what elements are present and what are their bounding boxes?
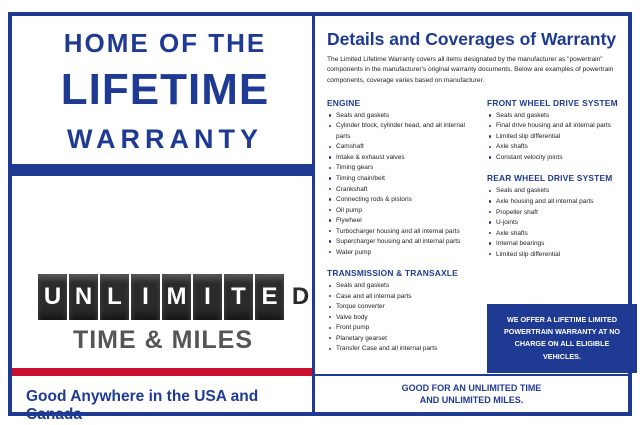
- list-engine: [327, 111, 477, 258]
- list-item: Seals and gaskets: [487, 111, 637, 122]
- headline-home-of-the: HOME OF THE: [63, 28, 267, 58]
- page-title: Details and Coverages of Warranty: [327, 29, 617, 49]
- left-panel: [12, 16, 312, 423]
- list-item: Connecting rods & pistons: [327, 195, 477, 206]
- list-item: Camshaft: [327, 142, 477, 153]
- odometer-cell: D: [286, 274, 315, 320]
- time-and-miles-label: TIME & MILES: [72, 326, 254, 354]
- navy-rule: [12, 164, 312, 176]
- promo-box: WE OFFER A LIFETIME LIMITED POWERTRAIN WARRANTY AT NO CHARGE ON ALL ELIGIBLE VEHICLES.: [487, 304, 637, 373]
- list-item: Oil pump: [327, 206, 477, 217]
- footer-line-2: AND UNLIMITED MILES.: [419, 395, 524, 406]
- column-left: [327, 98, 477, 365]
- odometer-cell: T: [224, 274, 253, 320]
- section-heading-engine: ENGINE: [327, 97, 361, 108]
- list-item: Cylinder block, cylinder head, and all internal parts: [327, 121, 477, 142]
- footer-line-1: GOOD FOR AN UNLIMITED TIME: [401, 383, 542, 393]
- odometer-cell: U: [38, 274, 67, 320]
- list-item: Crankshaft: [327, 185, 477, 196]
- list-item: Axle shafts: [487, 229, 637, 240]
- coverage-columns: [327, 97, 621, 361]
- odometer-cell: E: [255, 274, 284, 320]
- headline-warranty: WARRANTY: [67, 124, 263, 154]
- list-item: Planetary gearset: [327, 334, 477, 345]
- odometer-cell: N: [69, 274, 98, 320]
- list-item: Propeller shaft: [487, 208, 637, 219]
- flyer-frame: [8, 12, 632, 423]
- list-item: Seals and gaskets: [327, 111, 477, 122]
- list-item: Transfer Case and all internal parts: [327, 344, 477, 355]
- odometer-cell: I: [193, 274, 222, 320]
- list-item: Timing chain/belt: [327, 174, 477, 185]
- list-item: Case and all internal parts: [327, 292, 477, 303]
- list-item: Water pump: [327, 248, 477, 259]
- list-item: Axle shafts: [487, 142, 637, 153]
- list-item: Constant velocity joints: [487, 153, 637, 164]
- list-front-wheel-drive: [487, 111, 637, 164]
- red-rule: [12, 368, 312, 376]
- odometer-cell: I: [131, 274, 160, 320]
- list-item: Internal bearings: [487, 239, 637, 250]
- right-panel: [315, 16, 628, 412]
- list-item: Front pump: [327, 323, 477, 334]
- list-item: Flywheel: [327, 216, 477, 227]
- odometer-cell: M: [162, 274, 191, 320]
- odometer-cell: L: [100, 274, 129, 320]
- list-item: Final drive housing and all internal parts: [487, 121, 637, 132]
- list-item: Valve body: [327, 313, 477, 324]
- section-heading-rear-wheel-drive: REAR WHEEL DRIVE SYSTEM: [487, 173, 613, 184]
- list-item: Seals and gaskets: [487, 186, 637, 197]
- intro-paragraph: The Limited Lifetime Warranty covers all items designated by the manufacturer as "powertrain" components in the manufacturer's original warranty documents. Below are examples of powertrain components, coverage varies based on manufacturer.: [327, 56, 614, 84]
- footer-text: [315, 382, 628, 406]
- list-item: Timing gears: [327, 163, 477, 174]
- list-transmission: [327, 281, 477, 355]
- list-item: Intake & exhaust valves: [327, 153, 477, 164]
- list-item: Supercharger housing and all internal parts: [327, 237, 477, 248]
- odometer-unlimited: [38, 274, 315, 320]
- column-right: [487, 98, 637, 270]
- headline-lifetime: LIFETIME: [60, 65, 270, 114]
- footer-rule: [315, 374, 628, 376]
- list-item: Turbocharger housing and all internal parts: [327, 227, 477, 238]
- list-item: Torque converter: [327, 302, 477, 313]
- list-item: Axle housing and all internal parts: [487, 197, 637, 208]
- list-item: Limited slip differential: [487, 250, 637, 261]
- list-item: U-joints: [487, 218, 637, 229]
- list-rear-wheel-drive: [487, 186, 637, 260]
- section-heading-transmission: TRANSMISSION & TRANSAXLE: [327, 268, 458, 279]
- list-item: Seals and gaskets: [327, 281, 477, 292]
- section-heading-front-wheel-drive: FRONT WHEEL DRIVE SYSTEM: [487, 97, 618, 108]
- list-item: Limited slip differential: [487, 132, 637, 143]
- good-anywhere-footer: Good Anywhere in the USA and Canada: [26, 388, 259, 423]
